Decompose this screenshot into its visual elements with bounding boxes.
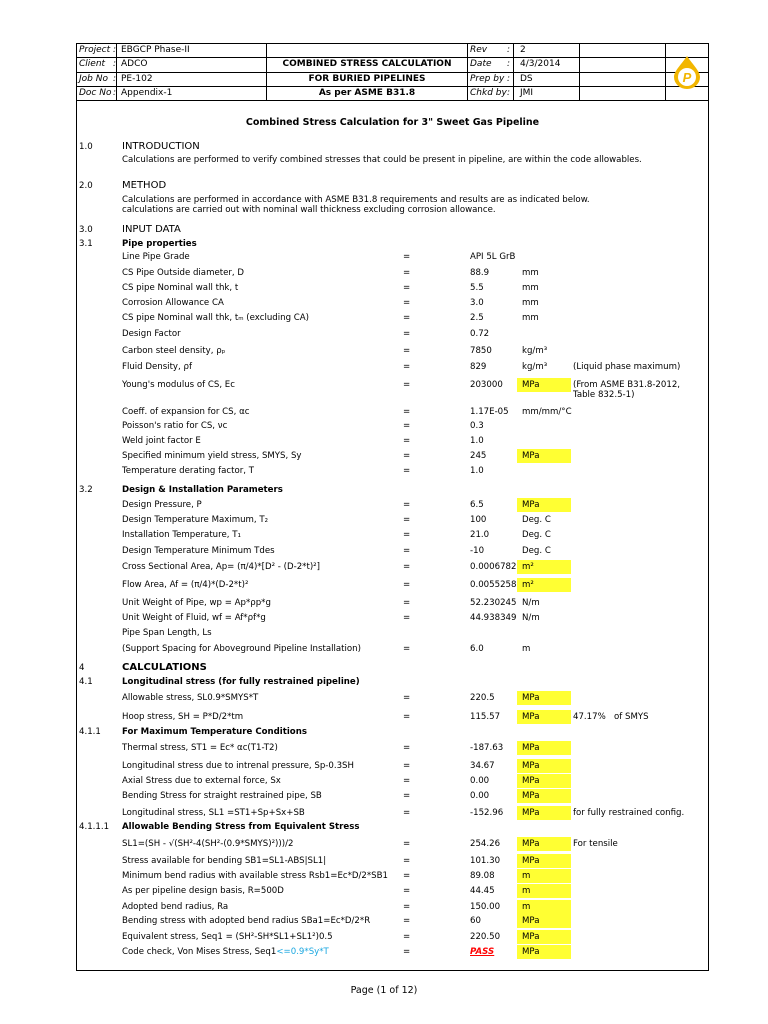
row-value: 254.26 xyxy=(470,839,501,849)
row-unit: MPa xyxy=(522,761,540,771)
row-unit: Deg. C xyxy=(522,546,551,556)
row-value: 0.00 xyxy=(470,791,490,801)
row-unit: mm xyxy=(522,313,539,323)
section-number: 3.1 xyxy=(79,239,93,249)
row-value: 115.57 xyxy=(470,712,501,722)
row-unit: N/m xyxy=(522,598,540,608)
row-unit: kg/m³ xyxy=(522,362,548,372)
equals-sign: = xyxy=(403,886,411,896)
row-label: Installation Temperature, T₁ xyxy=(122,530,241,540)
row-value: 6.0 xyxy=(470,644,484,654)
section-title-method: METHOD xyxy=(122,180,167,191)
row-unit: MPa xyxy=(522,451,540,461)
row-value: 150.00 xyxy=(470,902,501,912)
row-value: 0.3 xyxy=(470,421,484,431)
document-title: Combined Stress Calculation for 3" Sweet Gas Pipeline xyxy=(245,117,540,128)
jobno-value: PE-102 xyxy=(121,74,153,84)
equals-sign: = xyxy=(403,871,411,881)
row-value: 220.5 xyxy=(470,693,495,703)
row-value: 3.0 xyxy=(470,298,484,308)
row-label: Allowable stress, SL0.9*SMYS*T xyxy=(122,693,259,703)
row-label: CS Pipe Outside diameter, D xyxy=(122,268,244,278)
section-title-design-parameters: Design & Installation Parameters xyxy=(122,485,283,495)
equals-sign: = xyxy=(403,613,411,623)
row-value: -187.63 xyxy=(470,743,504,753)
row-unit: mm xyxy=(522,298,539,308)
row-value: 829 xyxy=(470,362,487,372)
row-unit: MPa xyxy=(522,916,540,926)
section-number: 4.1.1 xyxy=(79,727,101,737)
jobno-label: Job No xyxy=(79,74,108,84)
section-title-allowable-bending: Allowable Bending Stress from Equivalent Stress xyxy=(122,822,360,832)
row-label: Minimum bend radius with available stress Rsb1=Ec*D/2*SB1 xyxy=(122,871,388,881)
row-unit: m xyxy=(522,644,531,654)
equals-sign: = xyxy=(403,761,411,771)
equals-sign: = xyxy=(403,451,411,461)
row-unit: MPa xyxy=(522,712,540,722)
row-unit: mm xyxy=(522,268,539,278)
docno-value: Appendix-1 xyxy=(121,88,173,98)
row-unit: mm xyxy=(522,283,539,293)
project-value: EBGCP Phase-II xyxy=(121,45,190,55)
equals-sign: = xyxy=(403,283,411,293)
row-unit: m² xyxy=(522,562,534,572)
method-text-2: calculations are carried out with nominal wall thickness excluding corrosion allowance. xyxy=(122,205,496,215)
row-note: (From ASME B31.8-2012, xyxy=(573,380,681,390)
row-value: 44.45 xyxy=(470,886,495,896)
row-unit: m xyxy=(522,902,531,912)
row-value: 60 xyxy=(470,916,481,926)
equals-sign: = xyxy=(403,546,411,556)
equals-sign: = xyxy=(403,421,411,431)
rev-label: Rev xyxy=(470,45,488,55)
row-label: Unit Weight of Pipe, wp = Ap*ρp*g xyxy=(122,598,271,608)
row-unit: MPa xyxy=(522,693,540,703)
row-value: 5.5 xyxy=(470,283,484,293)
section-number: 3.0 xyxy=(79,225,93,235)
row-value: 0.0055258 xyxy=(470,580,517,590)
equals-sign: = xyxy=(403,346,411,356)
equals-sign: = xyxy=(403,598,411,608)
row-value: 100 xyxy=(470,515,487,525)
row-note: 47.17% xyxy=(573,712,606,722)
row-label: Adopted bend radius, Ra xyxy=(122,902,229,912)
section-number: 1.0 xyxy=(79,142,93,152)
equals-sign: = xyxy=(403,562,411,572)
row-label: Axial Stress due to external force, Sx xyxy=(122,776,281,786)
row-value: 101.30 xyxy=(470,856,501,866)
row-label: Line Pipe Grade xyxy=(122,252,190,262)
row-value: 34.67 xyxy=(470,761,495,771)
document-header: Project : EBGCP Phase-II Client : ADCO Job No : PE-102 Doc No : Appendix-1 COMBINED STRESS CALCULATION FOR BURIED PIPELINES As per ASME B31.8 Rev : 2 Date : 4/3/2014 Prep by : DS Chkd by : JMI xyxy=(76,43,709,101)
equals-sign: = xyxy=(403,515,411,525)
section-title-pipe-properties: Pipe properties xyxy=(122,239,197,249)
title-line-3: As per ASME B31.8 xyxy=(318,88,416,98)
equals-sign: = xyxy=(403,712,411,722)
row-label: Longitudinal stress due to intrenal pressure, Sp-0.3SH xyxy=(122,761,354,771)
equals-sign: = xyxy=(403,298,411,308)
equals-sign: = xyxy=(403,776,411,786)
row-unit: MPa xyxy=(522,500,540,510)
equals-sign: = xyxy=(403,902,411,912)
row-label: Code check, Von Mises Stress, Seq1<=0.9*Sy*T xyxy=(122,947,329,957)
row-unit: MPa xyxy=(522,839,540,849)
section-title-max-temp: For Maximum Temperature Conditions xyxy=(122,727,307,737)
equals-sign: = xyxy=(403,791,411,801)
row-note-2: Table 832.5-1) xyxy=(573,390,635,400)
equals-sign: = xyxy=(403,693,411,703)
equals-sign: = xyxy=(403,500,411,510)
row-unit: m² xyxy=(522,580,534,590)
section-number: 4 xyxy=(79,663,85,673)
row-value: -10 xyxy=(470,546,485,556)
row-label: Fluid Density, ρf xyxy=(122,362,192,372)
row-value: 7850 xyxy=(470,346,492,356)
row-note: For tensile xyxy=(573,839,618,849)
row-label: As per pipeline design basis, R=500D xyxy=(122,886,284,896)
title-line-2: FOR BURIED PIPELINES xyxy=(308,74,426,84)
equals-sign: = xyxy=(403,466,411,476)
row-label: Stress available for bending SB1=SL1-ABS|SL1| xyxy=(122,856,327,866)
equals-sign: = xyxy=(403,947,411,957)
equals-sign: = xyxy=(403,380,411,390)
row-value: 203000 xyxy=(470,380,503,390)
equals-sign: = xyxy=(403,932,411,942)
equals-sign: = xyxy=(403,436,411,446)
row-unit: MPa xyxy=(522,380,540,390)
row-value: 1.0 xyxy=(470,436,484,446)
equals-sign: = xyxy=(403,268,411,278)
equals-sign: = xyxy=(403,644,411,654)
equals-sign: = xyxy=(403,580,411,590)
row-label: Design Temperature Minimum Tdes xyxy=(122,546,275,556)
equals-sign: = xyxy=(403,916,411,926)
row-value: 89.08 xyxy=(470,871,495,881)
row-label: Carbon steel density, ρₚ xyxy=(122,346,226,356)
equals-sign: = xyxy=(403,743,411,753)
row-label: Coeff. of expansion for CS, αc xyxy=(122,407,250,417)
row-value: PASS xyxy=(470,947,495,957)
prepby-value: DS xyxy=(520,74,533,84)
row-value: 44.938349 xyxy=(470,613,517,623)
equals-sign: = xyxy=(403,313,411,323)
row-note-2: of SMYS xyxy=(614,712,649,722)
row-label: Bending Stress for straight restrained pipe, SB xyxy=(122,791,322,801)
row-label: Flow Area, Af = (π/4)*(D-2*t)² xyxy=(122,580,249,590)
equals-sign: = xyxy=(403,329,411,339)
row-label: Design Temperature Maximum, T₂ xyxy=(122,515,269,525)
row-unit: N/m xyxy=(522,613,540,623)
introduction-text: Calculations are performed to verify combined stresses that could be present in pipeline, are within the code allowables. xyxy=(122,155,642,165)
prepby-label: Prep by xyxy=(470,74,505,84)
row-value: 1.17E-05 xyxy=(470,407,509,417)
row-label: SL1=(SH - √(SH²-4(SH²-(0.9*SMYS)²)))/2 xyxy=(122,839,294,849)
row-value: 21.0 xyxy=(470,530,490,540)
row-note: (Liquid phase maximum) xyxy=(573,362,681,372)
row-value: 0.00 xyxy=(470,776,490,786)
row-value: 2.5 xyxy=(470,313,484,323)
row-value: 52.230245 xyxy=(470,598,517,608)
section-title-calculations: CALCULATIONS xyxy=(122,662,207,673)
row-value: 0.72 xyxy=(470,329,490,339)
row-label: Design Factor xyxy=(122,329,181,339)
row-label: Corrosion Allowance CA xyxy=(122,298,224,308)
row-unit: MPa xyxy=(522,808,540,818)
row-unit: m xyxy=(522,871,531,881)
row-label: Poisson's ratio for CS, νc xyxy=(122,421,228,431)
equals-sign: = xyxy=(403,808,411,818)
row-label: CS pipe Nominal wall thk, t xyxy=(122,283,239,293)
section-title-longitudinal-stress: Longitudinal stress (for fully restrained pipeline) xyxy=(122,677,360,687)
equals-sign: = xyxy=(403,856,411,866)
row-label: Longitudinal stress, SL1 =ST1+Sp+Sx+SB xyxy=(122,808,305,818)
section-number: 4.1.1.1 xyxy=(79,822,110,832)
row-label: Unit Weight of Fluid, wf = Af*ρf*g xyxy=(122,613,266,623)
row-label: Specified minimum yield stress, SMYS, Sy xyxy=(122,451,302,461)
row-label: Weld joint factor E xyxy=(122,436,201,446)
row-value: 245 xyxy=(470,451,487,461)
row-unit: MPa xyxy=(522,947,540,957)
row-unit: MPa xyxy=(522,776,540,786)
row-value: -152.96 xyxy=(470,808,504,818)
method-text-1: Calculations are performed in accordance with ASME B31.8 requirements and results are as indicated below. xyxy=(122,195,590,205)
section-title-introduction: INTRODUCTION xyxy=(122,141,200,152)
row-value: API 5L GrB xyxy=(470,252,516,262)
section-number: 3.2 xyxy=(79,485,93,495)
docno-label: Doc No xyxy=(79,88,112,98)
row-value: 88.9 xyxy=(470,268,490,278)
project-label: Project xyxy=(79,45,111,55)
row-label: CS pipe Nominal wall thk, tₘ (excluding CA) xyxy=(122,313,309,323)
row-label: Thermal stress, ST1 = Ec* αc(T1-T2) xyxy=(122,743,278,753)
row-label: Cross Sectional Area, Ap= (π/4)*[D² - (D-2*t)²] xyxy=(122,562,320,572)
equals-sign: = xyxy=(403,362,411,372)
svg-text:P: P xyxy=(682,70,692,85)
section-number: 4.1 xyxy=(79,677,93,687)
row-note: for fully restrained config. xyxy=(573,808,685,818)
equals-sign: = xyxy=(403,252,411,262)
client-label: Client xyxy=(79,59,106,69)
row-unit: mm/mm/°C xyxy=(522,407,572,417)
row-label: Temperature derating factor, T xyxy=(122,466,254,476)
chkdby-value: JMI xyxy=(520,88,534,98)
company-logo-icon xyxy=(673,55,701,90)
date-value: 4/3/2014 xyxy=(520,59,561,69)
row-label: Equivalent stress, Seq1 = (SH²-SH*SL1+SL1²)0.5 xyxy=(122,932,333,942)
row-unit: m xyxy=(522,886,531,896)
row-unit: kg/m³ xyxy=(522,346,548,356)
row-label: Bending stress with adopted bend radius SBa1=Ec*D/2*R xyxy=(122,916,371,926)
equals-sign: = xyxy=(403,407,411,417)
row-unit: MPa xyxy=(522,856,540,866)
equals-sign: = xyxy=(403,530,411,540)
row-unit: MPa xyxy=(522,791,540,801)
row-value: 6.5 xyxy=(470,500,484,510)
row-label: (Support Spacing for Aboveground Pipeline Installation) xyxy=(122,644,361,654)
rev-value: 2 xyxy=(520,45,526,55)
row-label: Design Pressure, P xyxy=(122,500,202,510)
row-unit: MPa xyxy=(522,932,540,942)
row-label: Young's modulus of CS, Ec xyxy=(122,380,235,390)
row-unit: Deg. C xyxy=(522,530,551,540)
title-line-1: COMBINED STRESS CALCULATION xyxy=(282,59,452,69)
row-value: 1.0 xyxy=(470,466,484,476)
row-unit: MPa xyxy=(522,743,540,753)
section-number: 2.0 xyxy=(79,181,93,191)
row-unit: Deg. C xyxy=(522,515,551,525)
section-title-input-data: INPUT DATA xyxy=(122,224,181,235)
row-label: Pipe Span Length, Ls xyxy=(122,628,212,638)
row-value: 220.50 xyxy=(470,932,501,942)
page-footer: Page (1 of 12) xyxy=(350,985,418,996)
date-label: Date xyxy=(470,59,492,69)
chkdby-label: Chkd by xyxy=(470,88,507,98)
row-value: 0.0006782 xyxy=(470,562,517,572)
client-value: ADCO xyxy=(121,59,148,69)
row-label: Hoop stress, SH = P*D/2*tm xyxy=(122,712,244,722)
equals-sign: = xyxy=(403,839,411,849)
